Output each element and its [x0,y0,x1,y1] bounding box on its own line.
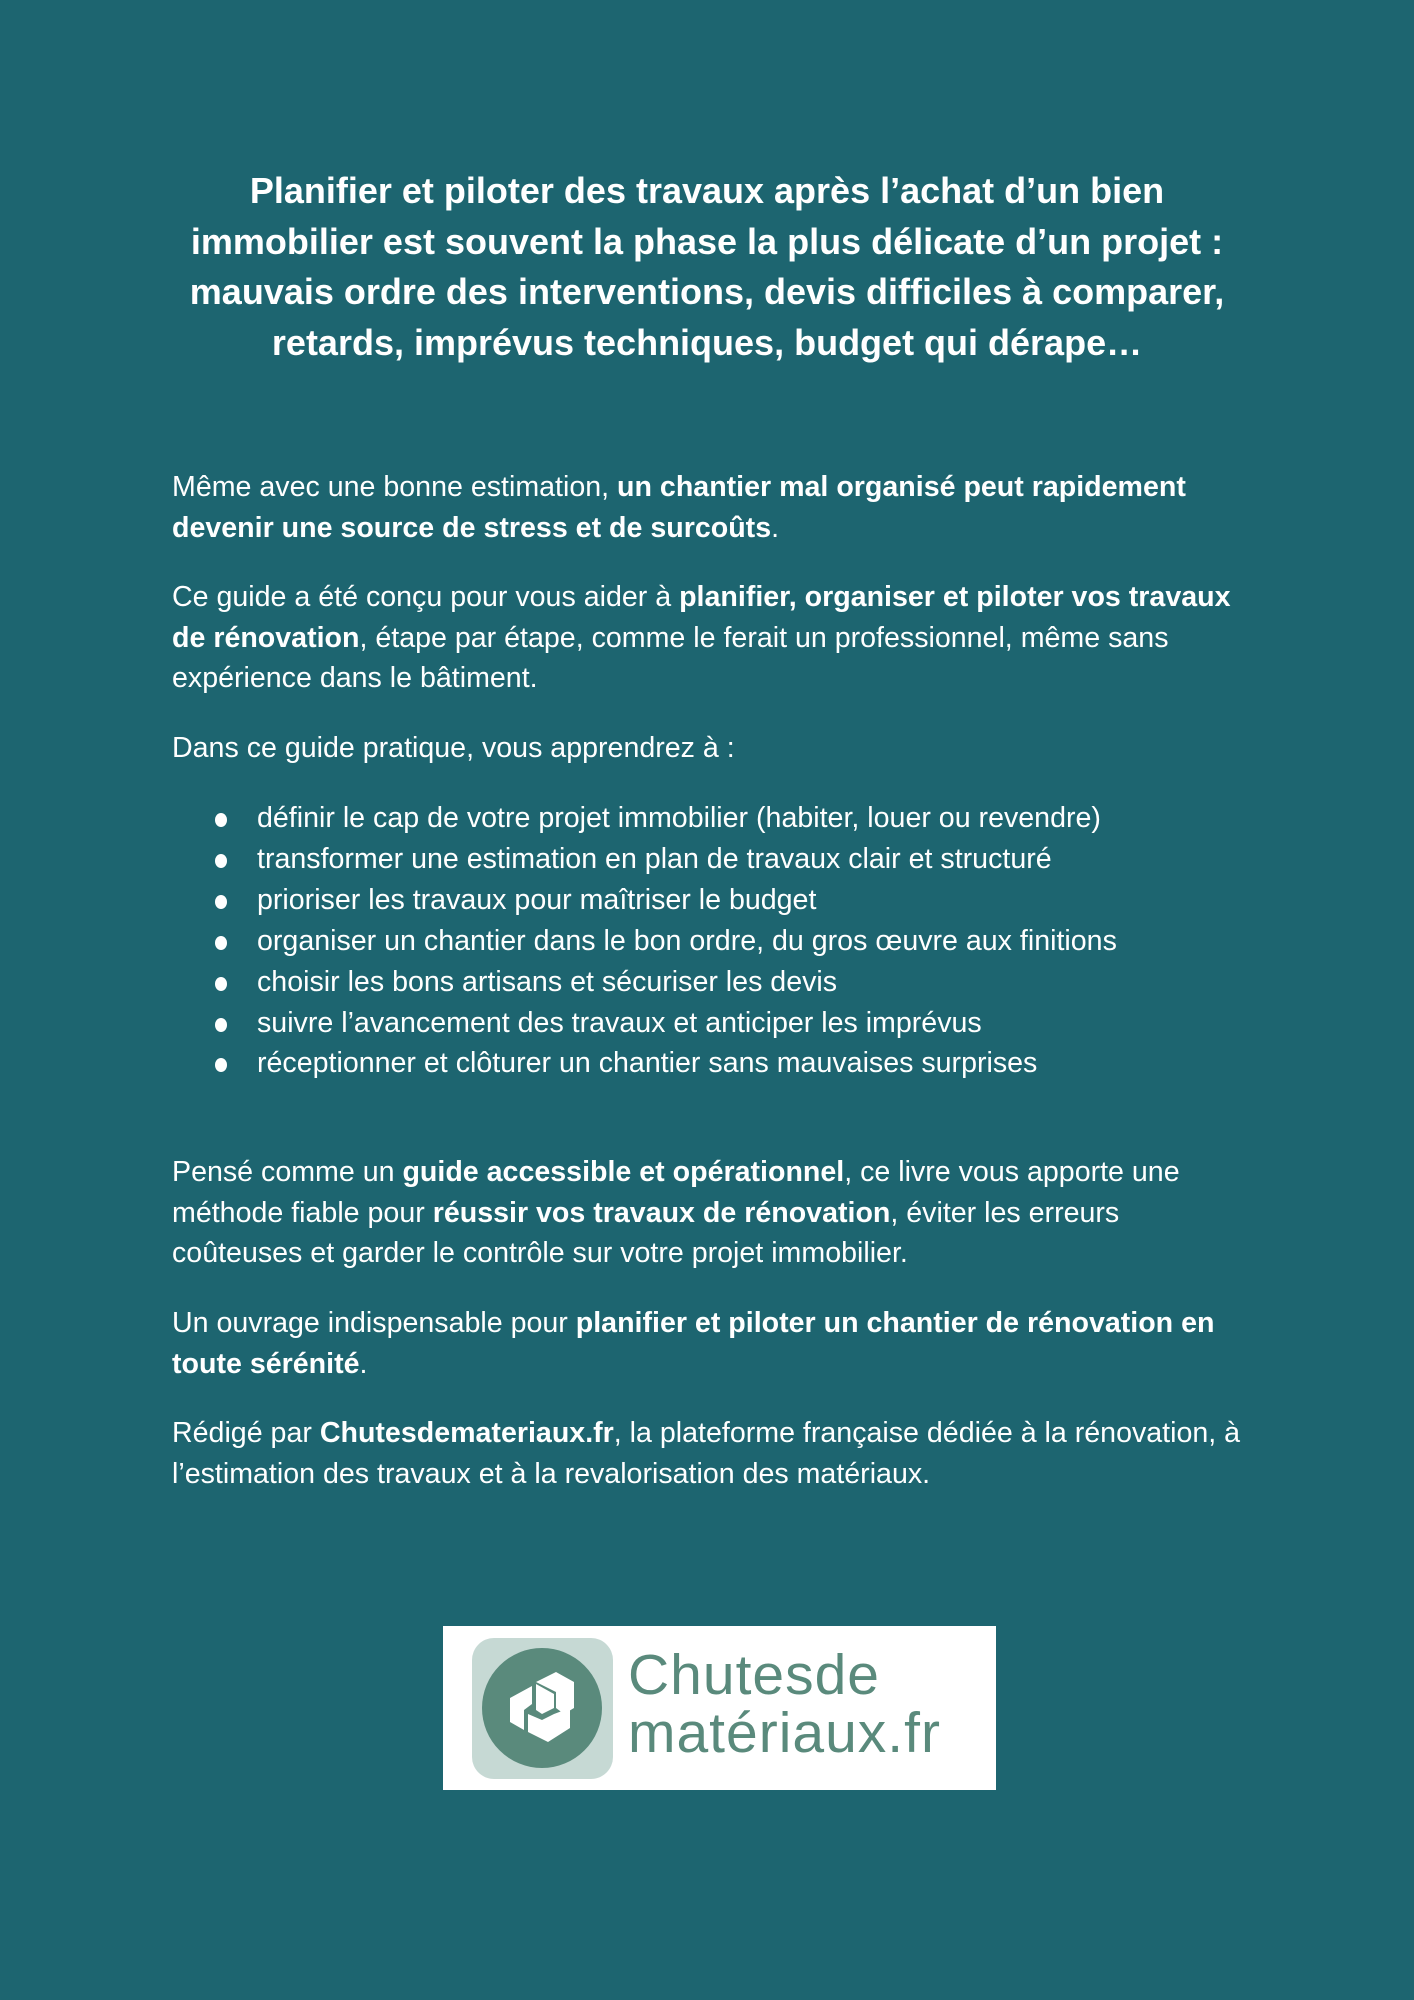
text: Même avec une bonne estimation, [172,471,618,503]
logo-line: Chutesde [628,1643,881,1707]
bold-text: réussir vos travaux de rénovation [432,1196,891,1229]
list-item [215,962,1117,1003]
text: Un ouvrage indispensable pour [172,1307,576,1339]
text: Pensé comme un [172,1156,403,1188]
bullet-icon [215,1018,227,1032]
cube-logo-icon [482,1648,602,1768]
text: , la plateforme française dédiée à la rénovation, à l’estimation des travaux et à la revalorisation des matériaux. [172,1417,1241,1490]
list-item-text: transformer une estimation en plan de travaux clair et structuré [257,842,1052,875]
headline [140,166,1274,368]
bullet-icon [215,936,227,950]
paragraph-intro [172,467,1252,548]
learning-list [215,798,1117,1084]
text: . [359,1347,368,1380]
paragraph-guide-purpose [172,577,1252,699]
text: , ce livre vous apporte une méthode fiable pour [172,1156,1180,1229]
list-item [215,1003,1117,1044]
bullet-icon [215,813,227,827]
paragraph-author [172,1413,1252,1494]
headline-line: Planifier et piloter des travaux après l’achat d’un bien [249,170,1165,211]
list-item [215,880,1117,921]
list-item [215,921,1117,962]
list-item-text: réceptionner et clôturer un chantier sans mauvaises surprises [257,1047,1038,1080]
text: , éviter les erreurs coûteuses et garder le contrôle sur votre projet immobilier. [172,1196,1120,1269]
text: Dans ce guide pratique, vous apprendrez à : [172,732,735,764]
bullet-icon [215,1058,227,1072]
bold-text: guide accessible et opérationnel [402,1156,845,1188]
paragraph-list-intro [172,728,1252,769]
paragraph-method [172,1152,1252,1274]
text: , étape par étape, comme le ferait un professionnel, même sans expérience dans le bâtiment. [172,621,1169,694]
bold-text: planifier et piloter un chantier de rénovation en toute sérénité [172,1307,1215,1380]
bullet-icon [215,895,227,909]
brand-logo [443,1626,996,1790]
headline-line: immobilier est souvent la phase la plus délicate d’un projet : [190,220,1224,262]
headline-line: mauvais ordre des interventions, devis difficiles à comparer, [189,271,1225,312]
text: Ce guide a été conçu pour vous aider à [172,581,680,613]
list-item-text: suivre l’avancement des travaux et anticiper les imprévus [257,1006,982,1039]
list-item-text: définir le cap de votre projet immobilier (habiter, louer ou revendre) [257,802,1101,834]
text: . [771,511,780,544]
bullet-icon [215,854,227,868]
list-item [215,839,1117,880]
headline-line: retards, imprévus techniques, budget qui dérape… [271,321,1143,363]
bullet-icon [215,977,227,991]
logo-line: matériaux.fr [628,1701,941,1765]
bold-text: Chutesdemateriaux.fr [319,1417,614,1449]
bold-text: planifier, organiser et piloter vos travaux de rénovation [172,581,1231,654]
list-item-text: prioriser les travaux pour maîtriser le budget [257,883,817,916]
list-item [215,798,1117,839]
list-item-text: choisir les bons artisans et sécuriser les devis [257,965,838,998]
list-item [215,1043,1117,1084]
list-item-text: organiser un chantier dans le bon ordre, du gros œuvre aux finitions [257,924,1117,957]
bold-text: un chantier mal organisé peut rapidement devenir une source de stress et de surcoûts [172,471,1186,544]
text: Rédigé par [172,1417,320,1449]
logo-wordmark [628,1643,941,1765]
logo-badge [472,1638,613,1779]
paragraph-essential [172,1303,1252,1384]
